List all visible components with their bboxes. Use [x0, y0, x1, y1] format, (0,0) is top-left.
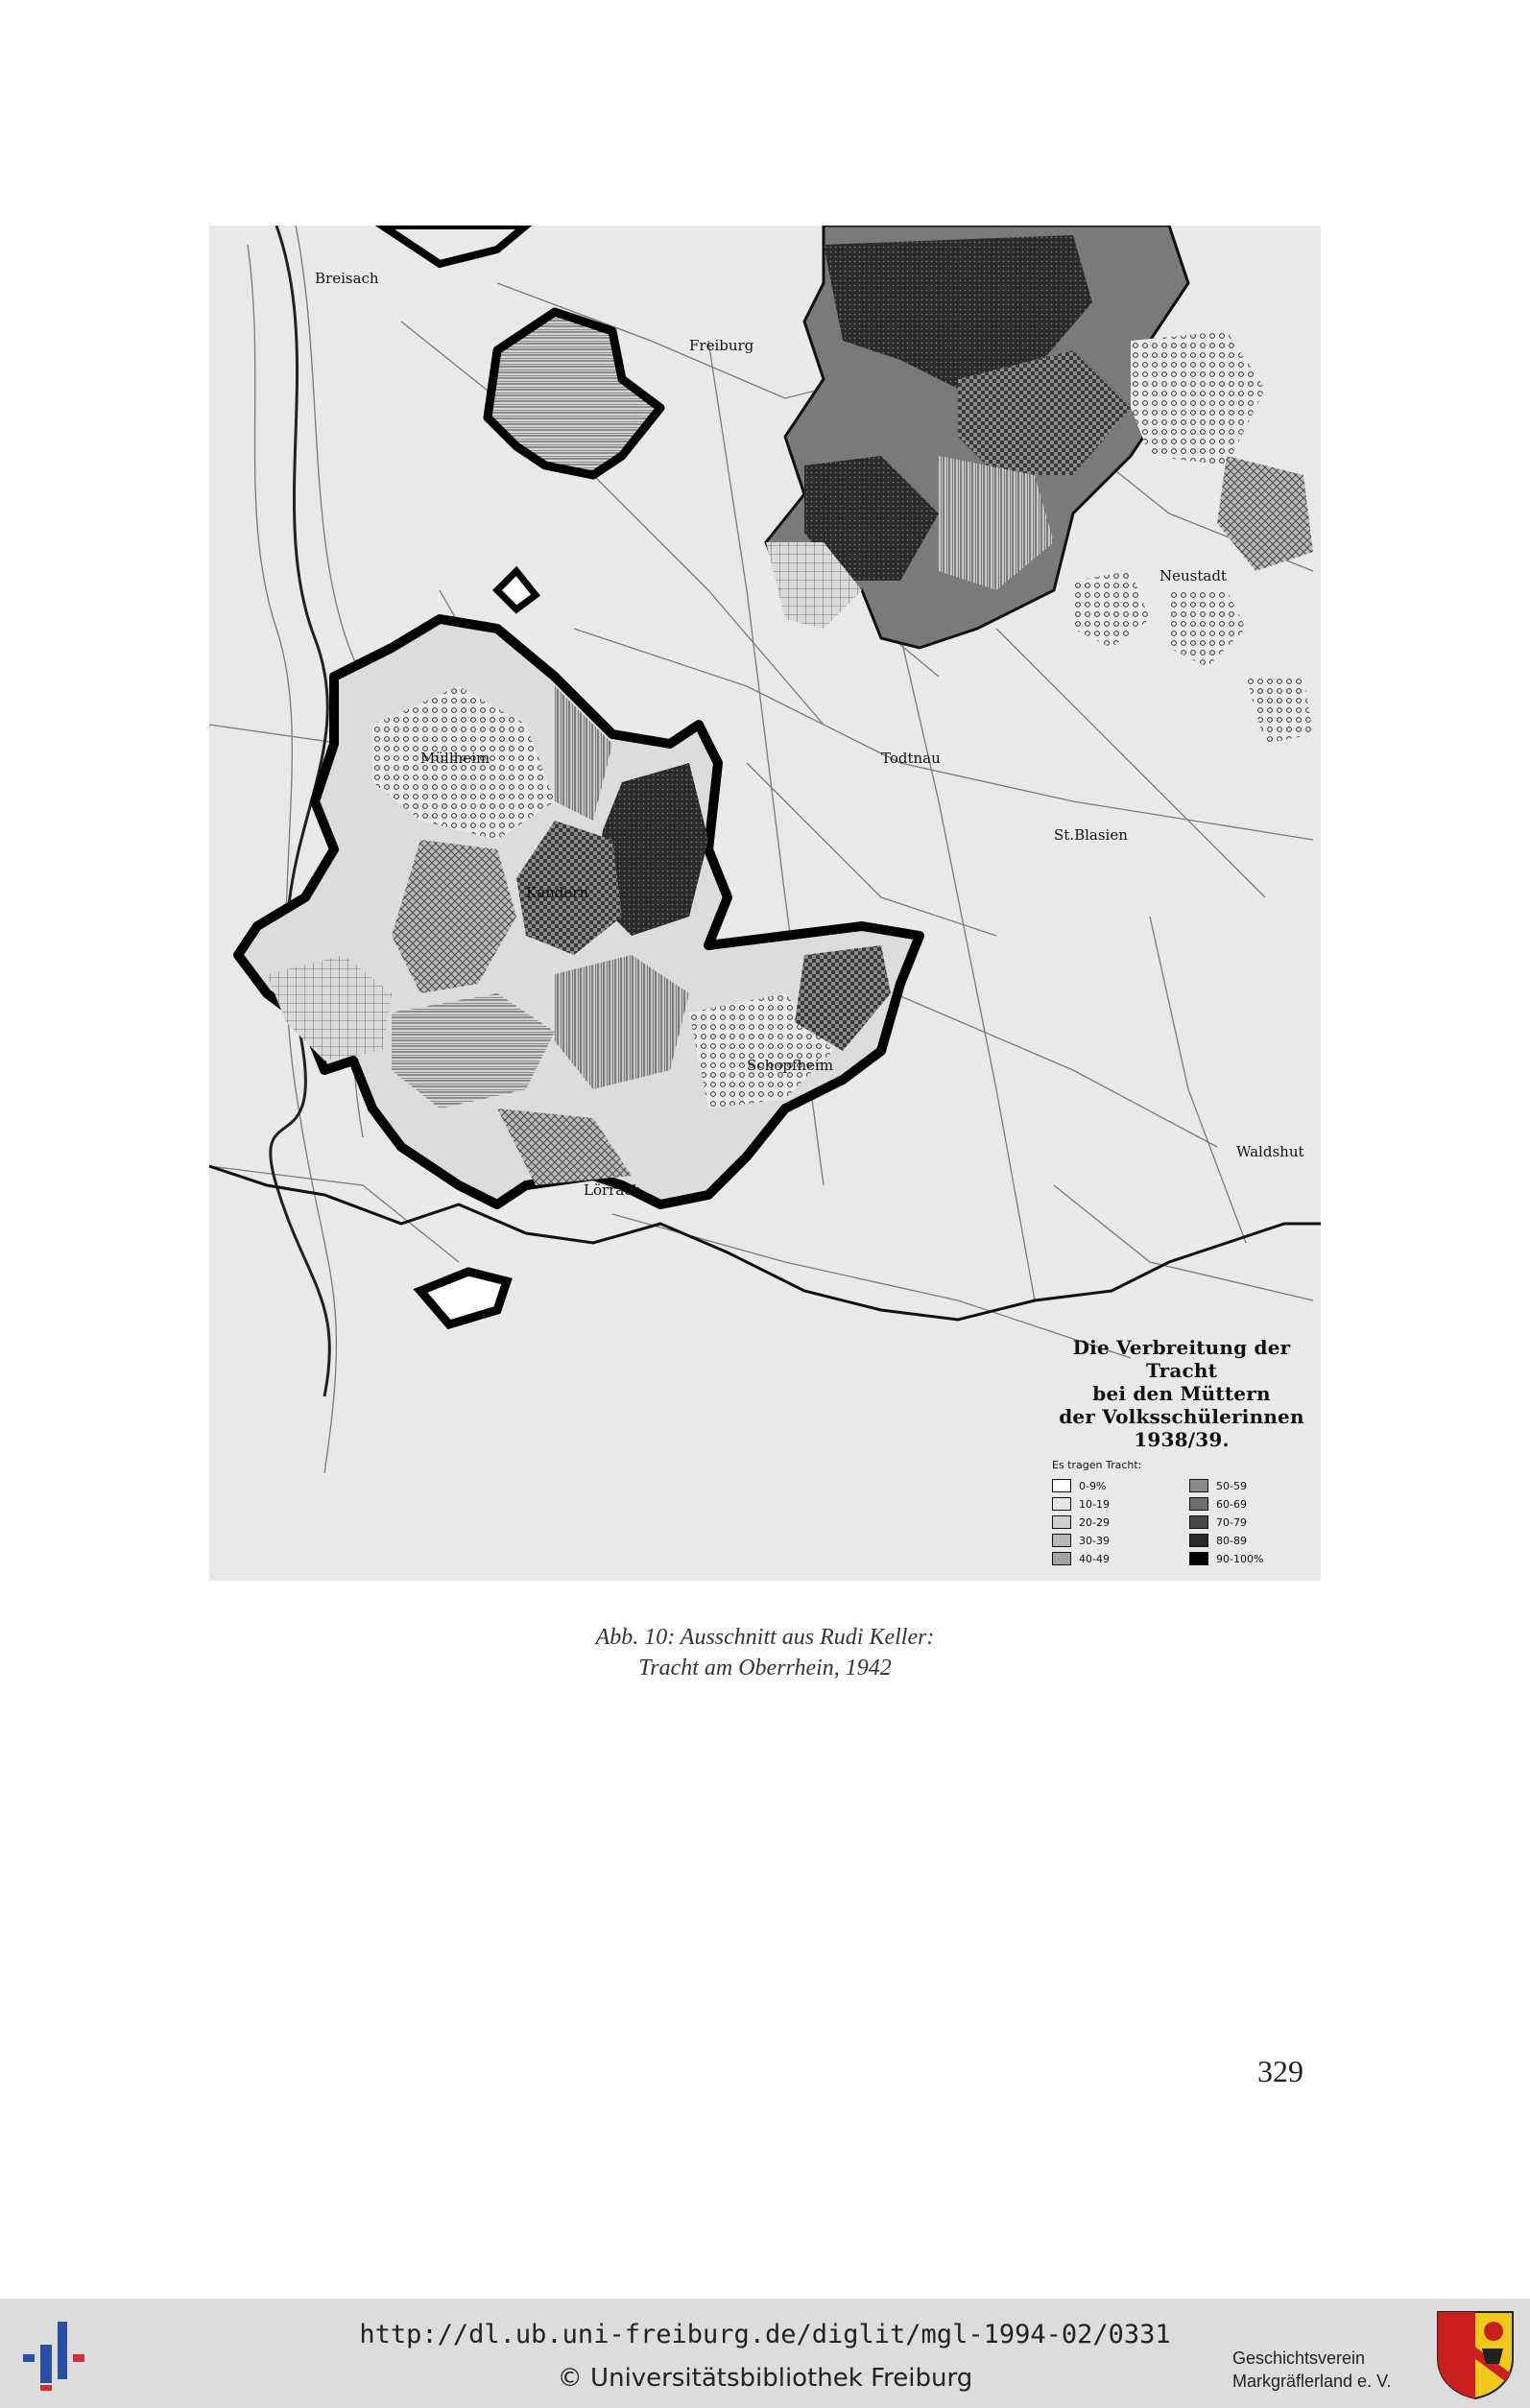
footer-bar — [0, 2299, 1530, 2408]
map-label-kandern: Kandern — [526, 884, 589, 901]
region-outline-north — [488, 312, 660, 475]
legend-label: 90-100% — [1216, 1552, 1264, 1565]
figure-caption — [0, 1622, 1530, 1683]
legend-swatch — [1189, 1552, 1208, 1565]
legend-title-line-1: Die Verbreitung der Tracht — [1072, 1336, 1291, 1382]
southern-border-line — [209, 1166, 1321, 1320]
legend-items — [1052, 1479, 1311, 1565]
society-line-2: Markgräflerland e. V. — [1232, 2372, 1392, 2391]
legend-title-line-2: bei den Müttern — [1092, 1382, 1271, 1405]
legend-swatch — [1052, 1534, 1071, 1547]
legend-label: 30-39 — [1079, 1534, 1110, 1547]
map-figure — [209, 226, 1321, 1581]
legend-swatch — [1052, 1552, 1071, 1565]
legend-title-line-3: der Volksschülerinnen 1938/39. — [1059, 1405, 1304, 1451]
map-legend — [1052, 1336, 1311, 1565]
society-crest-icon — [1436, 2310, 1515, 2400]
legend-item — [1189, 1497, 1311, 1511]
legend-item — [1189, 1552, 1311, 1565]
society-line-1: Geschichtsverein — [1232, 2348, 1366, 2368]
legend-swatch — [1052, 1479, 1071, 1492]
legend-item — [1052, 1515, 1174, 1529]
page-number: 329 — [1257, 2054, 1303, 2088]
map-label-schopfheim: Schopfheim — [747, 1057, 834, 1074]
map-label-st-blasien: St.Blasien — [1054, 826, 1128, 844]
caption-line-2: Tracht am Oberrhein, 1942 — [638, 1656, 892, 1681]
legend-label: 50-59 — [1216, 1479, 1247, 1492]
map-label-todtnau: Todtnau — [881, 750, 941, 767]
legend-label: 60-69 — [1216, 1497, 1247, 1511]
legend-item — [1189, 1479, 1311, 1492]
map-label-muellheim: Müllheim — [420, 750, 490, 767]
legend-swatch — [1189, 1497, 1208, 1511]
legend-item — [1052, 1497, 1174, 1511]
legend-swatch — [1189, 1534, 1208, 1547]
map-label-breisach: Breisach — [315, 270, 379, 287]
map-label-freiburg: Freiburg — [689, 337, 754, 354]
legend-label: 20-29 — [1079, 1515, 1110, 1529]
legend-item — [1189, 1534, 1311, 1547]
legend-swatch — [1189, 1479, 1208, 1492]
map-label-loerrach: Lörrach — [584, 1181, 642, 1199]
legend-label: 10-19 — [1079, 1497, 1110, 1511]
map-label-neustadt: Neustadt — [1159, 567, 1227, 584]
legend-label: 70-79 — [1216, 1515, 1247, 1529]
legend-item — [1052, 1552, 1174, 1565]
legend-label: 40-49 — [1079, 1552, 1110, 1565]
map-label-waldshut: Waldshut — [1236, 1143, 1304, 1160]
legend-item — [1189, 1515, 1311, 1529]
caption-line-1: Abb. 10: Ausschnitt aus Rudi Keller: — [595, 1625, 935, 1650]
legend-swatch — [1189, 1515, 1208, 1529]
society-name — [1232, 2347, 1391, 2393]
footer-copyright-link[interactable]: © Universitätsbibliothek Freiburg — [557, 2364, 973, 2393]
footer-url-link[interactable]: http://dl.ub.uni-freiburg.de/diglit/mgl-1994-02/0331 — [359, 2320, 1171, 2349]
legend-swatch — [1052, 1515, 1071, 1529]
legend-subtitle: Es tragen Tracht: — [1052, 1459, 1142, 1471]
legend-item — [1052, 1534, 1174, 1547]
legend-item — [1052, 1479, 1174, 1492]
legend-label: 80-89 — [1216, 1534, 1247, 1547]
legend-swatch — [1052, 1497, 1071, 1511]
legend-label: 0-9% — [1079, 1479, 1107, 1492]
